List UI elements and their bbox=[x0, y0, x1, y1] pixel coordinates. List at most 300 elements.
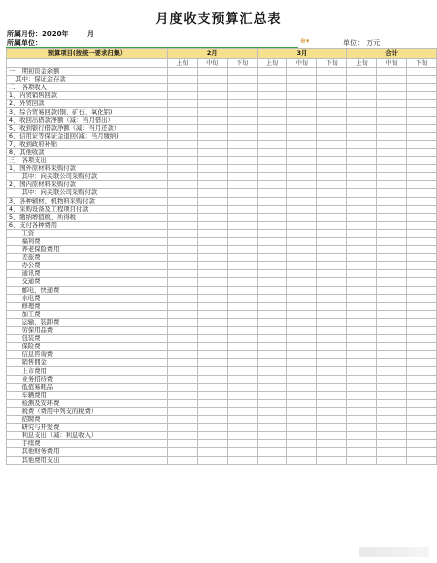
budget-item-header[interactable]: 预算项目(按统一要求归集） bbox=[7, 49, 168, 59]
value-cell[interactable] bbox=[287, 213, 317, 221]
value-cell[interactable] bbox=[347, 310, 377, 318]
value-cell[interactable] bbox=[347, 221, 377, 229]
value-cell[interactable] bbox=[347, 140, 377, 148]
value-cell[interactable] bbox=[347, 84, 377, 92]
value-cell[interactable] bbox=[257, 197, 287, 205]
value-cell[interactable] bbox=[197, 197, 227, 205]
value-cell[interactable] bbox=[257, 68, 287, 76]
value-cell[interactable] bbox=[317, 375, 347, 383]
subheader-cell[interactable]: 下旬 bbox=[317, 59, 347, 68]
value-cell[interactable] bbox=[197, 84, 227, 92]
value-cell[interactable] bbox=[347, 181, 377, 189]
value-cell[interactable] bbox=[377, 407, 407, 415]
value-cell[interactable] bbox=[407, 140, 437, 148]
value-cell[interactable] bbox=[197, 165, 227, 173]
value-cell[interactable] bbox=[197, 286, 227, 294]
value-cell[interactable] bbox=[257, 173, 287, 181]
value-cell[interactable] bbox=[257, 335, 287, 343]
value-cell[interactable] bbox=[347, 270, 377, 278]
value-cell[interactable] bbox=[167, 76, 197, 84]
value-cell[interactable] bbox=[227, 197, 257, 205]
value-cell[interactable] bbox=[227, 440, 257, 448]
value-cell[interactable] bbox=[227, 229, 257, 237]
value-cell[interactable] bbox=[317, 148, 347, 156]
value-cell[interactable] bbox=[407, 108, 437, 116]
value-cell[interactable] bbox=[407, 124, 437, 132]
value-cell[interactable] bbox=[317, 229, 347, 237]
budget-item-cell[interactable]: 5、缴纳增值税、所得税 bbox=[7, 213, 168, 221]
value-cell[interactable] bbox=[227, 246, 257, 254]
subheader-cell[interactable]: 下旬 bbox=[227, 59, 257, 68]
value-cell[interactable] bbox=[377, 286, 407, 294]
value-cell[interactable] bbox=[407, 173, 437, 181]
value-cell[interactable] bbox=[347, 335, 377, 343]
value-cell[interactable] bbox=[407, 254, 437, 262]
value-cell[interactable] bbox=[287, 359, 317, 367]
value-cell[interactable] bbox=[197, 432, 227, 440]
budget-item-cell[interactable]: 水电费 bbox=[7, 294, 168, 302]
value-cell[interactable] bbox=[317, 343, 347, 351]
budget-item-cell[interactable]: 8、其他收款 bbox=[7, 148, 168, 156]
value-cell[interactable] bbox=[227, 359, 257, 367]
value-cell[interactable] bbox=[347, 189, 377, 197]
value-cell[interactable] bbox=[377, 270, 407, 278]
value-cell[interactable] bbox=[287, 456, 317, 464]
value-cell[interactable] bbox=[317, 327, 347, 335]
value-cell[interactable] bbox=[167, 351, 197, 359]
budget-item-cell[interactable]: 6、信用证等保证金退回(减：当月缴纳) bbox=[7, 132, 168, 140]
value-cell[interactable] bbox=[317, 318, 347, 326]
value-cell[interactable] bbox=[257, 100, 287, 108]
value-cell[interactable] bbox=[317, 237, 347, 245]
value-cell[interactable] bbox=[287, 432, 317, 440]
value-cell[interactable] bbox=[257, 229, 287, 237]
value-cell[interactable] bbox=[407, 367, 437, 375]
value-cell[interactable] bbox=[407, 456, 437, 464]
subheader-cell[interactable]: 中旬 bbox=[377, 59, 407, 68]
value-cell[interactable] bbox=[257, 367, 287, 375]
value-cell[interactable] bbox=[407, 76, 437, 84]
value-cell[interactable] bbox=[227, 456, 257, 464]
value-cell[interactable] bbox=[227, 189, 257, 197]
value-cell[interactable] bbox=[377, 294, 407, 302]
budget-item-cell[interactable]: 6、支付各种费用 bbox=[7, 221, 168, 229]
value-cell[interactable] bbox=[257, 124, 287, 132]
value-cell[interactable] bbox=[227, 416, 257, 424]
value-cell[interactable] bbox=[317, 84, 347, 92]
value-cell[interactable] bbox=[347, 237, 377, 245]
value-cell[interactable] bbox=[407, 229, 437, 237]
value-cell[interactable] bbox=[257, 148, 287, 156]
value-cell[interactable] bbox=[197, 416, 227, 424]
value-cell[interactable] bbox=[377, 84, 407, 92]
total-group-header[interactable]: 合计 bbox=[347, 49, 437, 59]
value-cell[interactable] bbox=[347, 157, 377, 165]
budget-item-cell[interactable]: 销售佣金 bbox=[7, 359, 168, 367]
value-cell[interactable] bbox=[227, 181, 257, 189]
value-cell[interactable] bbox=[197, 237, 227, 245]
value-cell[interactable] bbox=[197, 294, 227, 302]
value-cell[interactable] bbox=[227, 407, 257, 415]
value-cell[interactable] bbox=[287, 189, 317, 197]
value-cell[interactable] bbox=[257, 432, 287, 440]
budget-item-cell[interactable]: 劳保用品费 bbox=[7, 327, 168, 335]
value-cell[interactable] bbox=[167, 262, 197, 270]
value-cell[interactable] bbox=[257, 310, 287, 318]
value-cell[interactable] bbox=[167, 197, 197, 205]
value-cell[interactable] bbox=[347, 100, 377, 108]
value-cell[interactable] bbox=[317, 432, 347, 440]
value-cell[interactable] bbox=[347, 407, 377, 415]
value-cell[interactable] bbox=[167, 270, 197, 278]
value-cell[interactable] bbox=[197, 124, 227, 132]
value-cell[interactable] bbox=[377, 399, 407, 407]
budget-item-cell[interactable]: 交通费 bbox=[7, 278, 168, 286]
budget-item-cell[interactable]: 4、收回出借款净额（减：当月借出） bbox=[7, 116, 168, 124]
subheader-cell[interactable]: 下旬 bbox=[407, 59, 437, 68]
value-cell[interactable] bbox=[257, 181, 287, 189]
value-cell[interactable] bbox=[377, 100, 407, 108]
value-cell[interactable] bbox=[287, 335, 317, 343]
value-cell[interactable] bbox=[227, 84, 257, 92]
value-cell[interactable] bbox=[167, 318, 197, 326]
value-cell[interactable] bbox=[287, 84, 317, 92]
value-cell[interactable] bbox=[287, 407, 317, 415]
value-cell[interactable] bbox=[377, 302, 407, 310]
value-cell[interactable] bbox=[347, 205, 377, 213]
value-cell[interactable] bbox=[287, 351, 317, 359]
budget-item-cell[interactable]: 2、国内原材料采购付款 bbox=[7, 181, 168, 189]
value-cell[interactable] bbox=[407, 246, 437, 254]
value-cell[interactable] bbox=[407, 399, 437, 407]
value-cell[interactable] bbox=[287, 68, 317, 76]
value-cell[interactable] bbox=[167, 116, 197, 124]
value-cell[interactable] bbox=[227, 343, 257, 351]
value-cell[interactable] bbox=[377, 165, 407, 173]
value-cell[interactable] bbox=[317, 116, 347, 124]
value-cell[interactable] bbox=[227, 237, 257, 245]
value-cell[interactable] bbox=[287, 132, 317, 140]
value-cell[interactable] bbox=[407, 68, 437, 76]
budget-item-cell[interactable]: 检测及安环费 bbox=[7, 399, 168, 407]
value-cell[interactable] bbox=[317, 359, 347, 367]
value-cell[interactable] bbox=[167, 367, 197, 375]
value-cell[interactable] bbox=[287, 157, 317, 165]
value-cell[interactable] bbox=[197, 246, 227, 254]
value-cell[interactable] bbox=[227, 165, 257, 173]
value-cell[interactable] bbox=[407, 416, 437, 424]
value-cell[interactable] bbox=[347, 173, 377, 181]
value-cell[interactable] bbox=[167, 448, 197, 456]
value-cell[interactable] bbox=[317, 262, 347, 270]
budget-item-cell[interactable]: 二 各项收入 bbox=[7, 84, 168, 92]
value-cell[interactable] bbox=[377, 68, 407, 76]
value-cell[interactable] bbox=[407, 375, 437, 383]
value-cell[interactable] bbox=[227, 173, 257, 181]
value-cell[interactable] bbox=[317, 246, 347, 254]
value-cell[interactable] bbox=[197, 399, 227, 407]
value-cell[interactable] bbox=[227, 124, 257, 132]
value-cell[interactable] bbox=[317, 440, 347, 448]
value-cell[interactable] bbox=[347, 424, 377, 432]
value-cell[interactable] bbox=[227, 351, 257, 359]
value-cell[interactable] bbox=[377, 424, 407, 432]
value-cell[interactable] bbox=[377, 456, 407, 464]
value-cell[interactable] bbox=[167, 440, 197, 448]
value-cell[interactable] bbox=[257, 286, 287, 294]
value-cell[interactable] bbox=[257, 157, 287, 165]
value-cell[interactable] bbox=[377, 448, 407, 456]
budget-item-cell[interactable]: 保险费 bbox=[7, 343, 168, 351]
value-cell[interactable] bbox=[317, 294, 347, 302]
value-cell[interactable] bbox=[227, 399, 257, 407]
value-cell[interactable] bbox=[257, 391, 287, 399]
value-cell[interactable] bbox=[197, 157, 227, 165]
budget-item-cell[interactable]: 包装费 bbox=[7, 335, 168, 343]
value-cell[interactable] bbox=[287, 148, 317, 156]
budget-item-cell[interactable]: 福利费 bbox=[7, 237, 168, 245]
value-cell[interactable] bbox=[227, 213, 257, 221]
value-cell[interactable] bbox=[167, 302, 197, 310]
value-cell[interactable] bbox=[227, 318, 257, 326]
value-cell[interactable] bbox=[377, 108, 407, 116]
value-cell[interactable] bbox=[287, 375, 317, 383]
value-cell[interactable] bbox=[317, 197, 347, 205]
value-cell[interactable] bbox=[317, 173, 347, 181]
value-cell[interactable] bbox=[197, 278, 227, 286]
value-cell[interactable] bbox=[317, 221, 347, 229]
value-cell[interactable] bbox=[317, 181, 347, 189]
value-cell[interactable] bbox=[257, 456, 287, 464]
budget-item-cell[interactable]: 招聘费 bbox=[7, 416, 168, 424]
budget-item-cell[interactable]: 其中：向关联公司采购付款 bbox=[7, 173, 168, 181]
value-cell[interactable] bbox=[317, 416, 347, 424]
value-cell[interactable] bbox=[407, 318, 437, 326]
budget-item-cell[interactable]: 其他费用支出 bbox=[7, 456, 168, 464]
value-cell[interactable] bbox=[317, 310, 347, 318]
value-cell[interactable] bbox=[347, 262, 377, 270]
value-cell[interactable] bbox=[197, 424, 227, 432]
value-cell[interactable] bbox=[317, 140, 347, 148]
value-cell[interactable] bbox=[167, 456, 197, 464]
value-cell[interactable] bbox=[197, 100, 227, 108]
value-cell[interactable] bbox=[257, 416, 287, 424]
value-cell[interactable] bbox=[407, 84, 437, 92]
value-cell[interactable] bbox=[197, 148, 227, 156]
value-cell[interactable] bbox=[407, 424, 437, 432]
value-cell[interactable] bbox=[317, 383, 347, 391]
value-cell[interactable] bbox=[167, 237, 197, 245]
value-cell[interactable] bbox=[167, 108, 197, 116]
value-cell[interactable] bbox=[287, 165, 317, 173]
value-cell[interactable] bbox=[407, 343, 437, 351]
value-cell[interactable] bbox=[257, 383, 287, 391]
budget-item-cell[interactable]: 一 期初资金余额 bbox=[7, 68, 168, 76]
value-cell[interactable] bbox=[257, 221, 287, 229]
value-cell[interactable] bbox=[377, 262, 407, 270]
value-cell[interactable] bbox=[197, 391, 227, 399]
value-cell[interactable] bbox=[317, 124, 347, 132]
value-cell[interactable] bbox=[197, 221, 227, 229]
value-cell[interactable] bbox=[407, 237, 437, 245]
budget-item-cell[interactable]: 三 各项支出 bbox=[7, 157, 168, 165]
value-cell[interactable] bbox=[407, 221, 437, 229]
value-cell[interactable] bbox=[407, 205, 437, 213]
value-cell[interactable] bbox=[197, 310, 227, 318]
value-cell[interactable] bbox=[227, 383, 257, 391]
value-cell[interactable] bbox=[347, 456, 377, 464]
value-cell[interactable] bbox=[347, 416, 377, 424]
value-cell[interactable] bbox=[257, 399, 287, 407]
value-cell[interactable] bbox=[287, 221, 317, 229]
value-cell[interactable] bbox=[377, 181, 407, 189]
value-cell[interactable] bbox=[227, 254, 257, 262]
budget-item-cell[interactable]: 车辆费用 bbox=[7, 391, 168, 399]
value-cell[interactable] bbox=[257, 205, 287, 213]
value-cell[interactable] bbox=[377, 76, 407, 84]
value-cell[interactable] bbox=[287, 197, 317, 205]
value-cell[interactable] bbox=[287, 286, 317, 294]
value-cell[interactable] bbox=[407, 181, 437, 189]
value-cell[interactable] bbox=[227, 100, 257, 108]
value-cell[interactable] bbox=[197, 375, 227, 383]
budget-item-cell[interactable]: 2、外贸回款 bbox=[7, 100, 168, 108]
subheader-cell[interactable]: 上旬 bbox=[347, 59, 377, 68]
value-cell[interactable] bbox=[377, 116, 407, 124]
value-cell[interactable] bbox=[287, 140, 317, 148]
value-cell[interactable] bbox=[347, 213, 377, 221]
budget-item-cell[interactable]: 低值易耗品 bbox=[7, 383, 168, 391]
value-cell[interactable] bbox=[347, 359, 377, 367]
value-cell[interactable] bbox=[377, 221, 407, 229]
value-cell[interactable] bbox=[287, 173, 317, 181]
value-cell[interactable] bbox=[317, 92, 347, 100]
value-cell[interactable] bbox=[377, 189, 407, 197]
value-cell[interactable] bbox=[377, 440, 407, 448]
value-cell[interactable] bbox=[257, 351, 287, 359]
value-cell[interactable] bbox=[257, 440, 287, 448]
value-cell[interactable] bbox=[167, 327, 197, 335]
value-cell[interactable] bbox=[287, 124, 317, 132]
value-cell[interactable] bbox=[377, 229, 407, 237]
value-cell[interactable] bbox=[197, 108, 227, 116]
value-cell[interactable] bbox=[377, 375, 407, 383]
value-cell[interactable] bbox=[287, 108, 317, 116]
value-cell[interactable] bbox=[287, 391, 317, 399]
value-cell[interactable] bbox=[347, 254, 377, 262]
cell-options-icon[interactable]: ⊕▾ bbox=[300, 37, 310, 45]
value-cell[interactable] bbox=[407, 448, 437, 456]
value-cell[interactable] bbox=[227, 221, 257, 229]
value-cell[interactable] bbox=[407, 116, 437, 124]
budget-item-cell[interactable]: 邮电、快递费 bbox=[7, 286, 168, 294]
value-cell[interactable] bbox=[377, 359, 407, 367]
value-cell[interactable] bbox=[317, 165, 347, 173]
value-cell[interactable] bbox=[167, 383, 197, 391]
value-cell[interactable] bbox=[287, 205, 317, 213]
value-cell[interactable] bbox=[347, 391, 377, 399]
value-cell[interactable] bbox=[227, 132, 257, 140]
value-cell[interactable] bbox=[347, 318, 377, 326]
value-cell[interactable] bbox=[347, 432, 377, 440]
value-cell[interactable] bbox=[347, 108, 377, 116]
value-cell[interactable] bbox=[197, 367, 227, 375]
unit-input-underline[interactable] bbox=[6, 40, 298, 48]
value-cell[interactable] bbox=[317, 254, 347, 262]
value-cell[interactable] bbox=[197, 254, 227, 262]
value-cell[interactable] bbox=[407, 391, 437, 399]
budget-item-cell[interactable]: 办公费 bbox=[7, 262, 168, 270]
value-cell[interactable] bbox=[227, 116, 257, 124]
value-cell[interactable] bbox=[197, 318, 227, 326]
value-cell[interactable] bbox=[227, 391, 257, 399]
budget-item-cell[interactable]: 7、收到政府补贴 bbox=[7, 140, 168, 148]
value-cell[interactable] bbox=[197, 327, 227, 335]
value-cell[interactable] bbox=[167, 416, 197, 424]
value-cell[interactable] bbox=[347, 343, 377, 351]
value-cell[interactable] bbox=[167, 213, 197, 221]
budget-item-cell[interactable]: 4、采购设备及工程项目付款 bbox=[7, 205, 168, 213]
value-cell[interactable] bbox=[377, 132, 407, 140]
value-cell[interactable] bbox=[317, 132, 347, 140]
value-cell[interactable] bbox=[257, 237, 287, 245]
value-cell[interactable] bbox=[257, 140, 287, 148]
value-cell[interactable] bbox=[197, 335, 227, 343]
value-cell[interactable] bbox=[167, 375, 197, 383]
value-cell[interactable] bbox=[377, 197, 407, 205]
value-cell[interactable] bbox=[197, 76, 227, 84]
value-cell[interactable] bbox=[257, 375, 287, 383]
value-cell[interactable] bbox=[407, 165, 437, 173]
value-cell[interactable] bbox=[317, 157, 347, 165]
value-cell[interactable] bbox=[257, 262, 287, 270]
value-cell[interactable] bbox=[287, 383, 317, 391]
budget-item-cell[interactable]: 业务招待费 bbox=[7, 375, 168, 383]
value-cell[interactable] bbox=[197, 262, 227, 270]
value-cell[interactable] bbox=[197, 68, 227, 76]
value-cell[interactable] bbox=[167, 221, 197, 229]
value-cell[interactable] bbox=[197, 383, 227, 391]
value-cell[interactable] bbox=[317, 424, 347, 432]
value-cell[interactable] bbox=[347, 302, 377, 310]
value-cell[interactable] bbox=[377, 416, 407, 424]
value-cell[interactable] bbox=[167, 229, 197, 237]
value-cell[interactable] bbox=[287, 278, 317, 286]
value-cell[interactable] bbox=[377, 335, 407, 343]
value-cell[interactable] bbox=[407, 286, 437, 294]
value-cell[interactable] bbox=[407, 132, 437, 140]
value-cell[interactable] bbox=[227, 448, 257, 456]
value-cell[interactable] bbox=[317, 76, 347, 84]
value-cell[interactable] bbox=[407, 197, 437, 205]
value-cell[interactable] bbox=[197, 132, 227, 140]
value-cell[interactable] bbox=[317, 448, 347, 456]
value-cell[interactable] bbox=[167, 399, 197, 407]
value-cell[interactable] bbox=[407, 294, 437, 302]
value-cell[interactable] bbox=[227, 278, 257, 286]
subheader-cell[interactable]: 上旬 bbox=[257, 59, 287, 68]
value-cell[interactable] bbox=[197, 302, 227, 310]
value-cell[interactable] bbox=[377, 351, 407, 359]
value-cell[interactable] bbox=[257, 270, 287, 278]
value-cell[interactable] bbox=[407, 327, 437, 335]
budget-item-cell[interactable]: 3、各种辅材、机物料采购付款 bbox=[7, 197, 168, 205]
value-cell[interactable] bbox=[257, 213, 287, 221]
value-cell[interactable] bbox=[227, 375, 257, 383]
value-cell[interactable] bbox=[347, 132, 377, 140]
value-cell[interactable] bbox=[227, 140, 257, 148]
value-cell[interactable] bbox=[287, 237, 317, 245]
